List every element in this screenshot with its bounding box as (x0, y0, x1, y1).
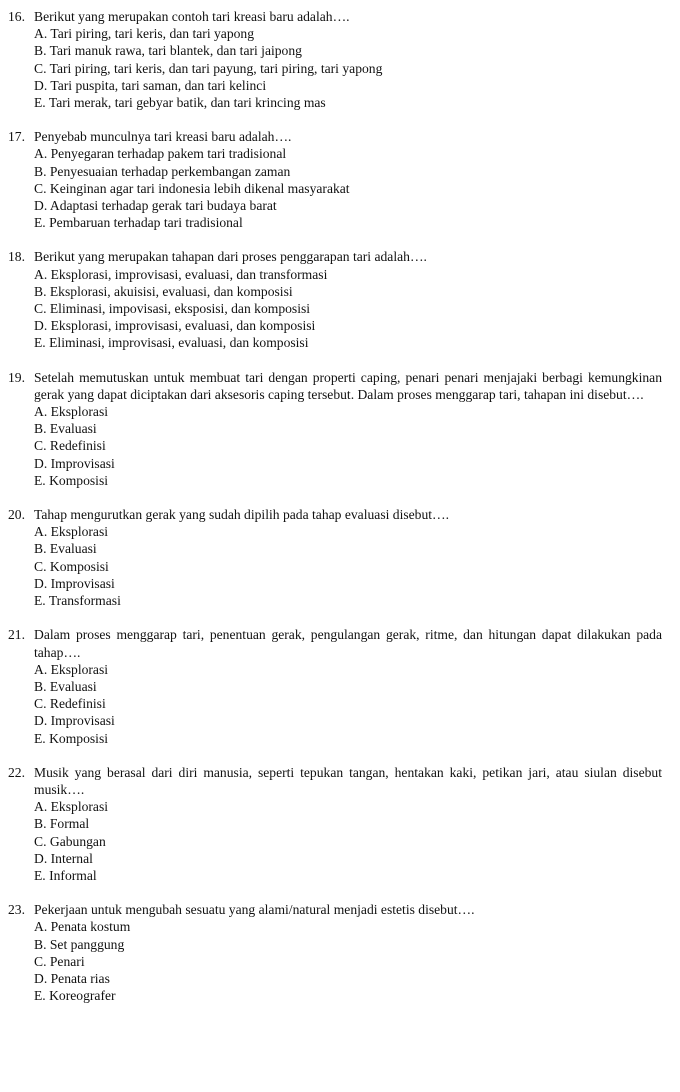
answer-option-d (34, 197, 662, 214)
option-letter: E. (34, 730, 46, 746)
option-letter: A. (34, 661, 48, 677)
option-letter: B. (34, 816, 47, 832)
option-text: Eksplorasi, improvisasi, evaluasi, dan komposisi (50, 318, 316, 334)
option-letter: E. (34, 867, 46, 883)
question-text: Setelah memutuskan untuk membuat tari dengan properti caping, penari penari menjajaki berbagi kemungkinan gerak yang dapat diciptakan dari aksesoris caping tersebut. Dalam proses menggarap tari, tahapan ini disebut…. (34, 369, 662, 402)
option-letter: B. (34, 163, 47, 179)
question-text: Pekerjaan untuk mengubah sesuatu yang alami/natural menjadi estetis disebut…. (34, 902, 475, 918)
option-letter: E. (34, 988, 46, 1004)
answer-options (34, 798, 662, 884)
option-text: Evaluasi (49, 541, 97, 557)
question-number: 23. (8, 902, 25, 918)
option-text: Evaluasi (49, 678, 97, 694)
answer-option-b (34, 163, 662, 180)
answer-option-a (34, 661, 662, 678)
question-19 (0, 369, 680, 489)
answer-option-d (34, 317, 662, 334)
question-number: 17. (8, 129, 25, 145)
answer-option-a (34, 798, 662, 815)
answer-option-b (34, 42, 662, 59)
option-letter: A. (34, 26, 48, 42)
option-text: Tari merak, tari gebyar batik, dan tari krincing mas (48, 95, 326, 111)
option-letter: C. (34, 60, 47, 76)
option-letter: B. (34, 678, 47, 694)
option-text: Gabungan (49, 833, 106, 849)
answer-option-e (34, 592, 662, 609)
answer-option-b (34, 420, 662, 437)
option-letter: E. (34, 335, 46, 351)
option-letter: C. (34, 438, 47, 454)
option-text: Tari piring, tari keris, dan tari payung, tari piring, tari yapong (49, 60, 383, 76)
question-text: Berikut yang merupakan tahapan dari proses penggarapan tari adalah…. (34, 249, 427, 265)
answer-option-c (34, 180, 662, 197)
option-text: Penyegaran terhadap pakem tari tradisional (50, 146, 287, 162)
option-text: Redefinisi (49, 696, 106, 712)
answer-option-c (34, 953, 662, 970)
option-letter: A. (34, 799, 48, 815)
option-text: Transformasi (48, 593, 121, 609)
option-text: Komposisi (49, 558, 109, 574)
answer-options (34, 266, 662, 352)
answer-option-a (34, 25, 662, 42)
answer-option-e (34, 867, 662, 884)
option-letter: D. (34, 713, 48, 729)
option-text: Evaluasi (49, 421, 97, 437)
option-text: Eksplorasi (50, 524, 109, 540)
option-letter: C. (34, 558, 47, 574)
option-letter: B. (34, 283, 47, 299)
option-text: Eksplorasi, akuisisi, evaluasi, dan komposisi (49, 283, 293, 299)
question-text: Berikut yang merupakan contoh tari kreasi baru adalah…. (34, 9, 350, 24)
answer-options (34, 145, 662, 231)
option-text: Eliminasi, impovisasi, eksposisi, dan komposisi (49, 301, 311, 317)
option-letter: E. (34, 593, 46, 609)
question-16 (0, 8, 680, 111)
option-text: Improvisasi (50, 713, 115, 729)
option-text: Informal (49, 867, 97, 883)
answer-option-e (34, 987, 662, 1004)
option-text: Formal (49, 816, 90, 832)
answer-option-a (34, 403, 662, 420)
option-text: Eksplorasi, improvisasi, evaluasi, dan transformasi (50, 266, 328, 282)
answer-option-b (34, 936, 662, 953)
answer-options (34, 25, 662, 111)
answer-options (34, 523, 662, 609)
answer-option-d (34, 850, 662, 867)
question-20 (0, 506, 680, 609)
answer-option-d (34, 712, 662, 729)
answer-option-c (34, 833, 662, 850)
option-text: Komposisi (49, 730, 109, 746)
option-letter: A. (34, 266, 48, 282)
question-text: Penyebab munculnya tari kreasi baru adalah…. (34, 129, 292, 145)
answer-option-b (34, 283, 662, 300)
option-text: Tari piring, tari keris, dan tari yapong (50, 26, 255, 42)
question-18 (0, 248, 680, 351)
option-letter: D. (34, 455, 48, 471)
question-text: Tahap mengurutkan gerak yang sudah dipilih pada tahap evaluasi disebut…. (34, 507, 450, 523)
answer-option-d (34, 77, 662, 94)
question-number: 18. (8, 249, 25, 265)
option-letter: C. (34, 953, 47, 969)
answer-option-b (34, 815, 662, 832)
question-number: 20. (8, 507, 25, 523)
option-letter: B. (34, 936, 47, 952)
option-text: Penyesuaian terhadap perkembangan zaman (49, 163, 291, 179)
option-text: Penata rias (50, 970, 110, 986)
option-letter: C. (34, 696, 47, 712)
option-text: Set panggung (49, 936, 125, 952)
answer-options (34, 403, 662, 489)
option-letter: D. (34, 77, 48, 93)
option-letter: A. (34, 524, 48, 540)
question-sheet (0, 8, 680, 1021)
question-number: 21. (8, 627, 25, 643)
answer-option-d (34, 575, 662, 592)
question-number: 16. (8, 9, 25, 24)
option-text: Eksplorasi (50, 799, 109, 815)
answer-option-e (34, 730, 662, 747)
option-letter: D. (34, 198, 48, 214)
option-letter: E. (34, 215, 46, 231)
answer-option-e (34, 334, 662, 351)
option-text: Eksplorasi (50, 661, 109, 677)
option-letter: C. (34, 833, 47, 849)
answer-option-b (34, 540, 662, 557)
answer-options (34, 661, 662, 747)
answer-option-c (34, 437, 662, 454)
answer-option-e (34, 214, 662, 231)
option-text: Eksplorasi (50, 404, 109, 420)
option-letter: B. (34, 421, 47, 437)
option-text: Tari manuk rawa, tari blantek, dan tari jaipong (49, 43, 302, 59)
option-letter: E. (34, 95, 46, 111)
question-17 (0, 128, 680, 231)
question-number: 19. (8, 369, 25, 385)
option-letter: A. (34, 404, 48, 420)
option-text: Improvisasi (50, 455, 115, 471)
option-text: Keinginan agar tari indonesia lebih dikenal masyarakat (49, 180, 350, 196)
answer-option-d (34, 970, 662, 987)
answer-option-a (34, 145, 662, 162)
option-letter: A. (34, 146, 48, 162)
option-text: Tari puspita, tari saman, dan tari kelinci (50, 77, 267, 93)
option-text: Komposisi (49, 472, 109, 488)
option-text: Improvisasi (50, 575, 115, 591)
option-letter: D. (34, 575, 48, 591)
question-text: Musik yang berasal dari diri manusia, seperti tepukan tangan, hentakan kaki, petikan jari, atau siulan disebut musik…. (34, 764, 662, 797)
answer-option-b (34, 678, 662, 695)
question-22 (0, 764, 680, 884)
option-letter: A. (34, 919, 48, 935)
question-21 (0, 626, 680, 746)
answer-option-c (34, 300, 662, 317)
answer-option-e (34, 472, 662, 489)
option-text: Pembaruan terhadap tari tradisional (49, 215, 243, 231)
option-letter: D. (34, 318, 48, 334)
option-text: Koreografer (49, 988, 116, 1004)
option-text: Redefinisi (49, 438, 106, 454)
option-text: Internal (50, 850, 93, 866)
option-text: Eliminasi, improvisasi, evaluasi, dan komposisi (49, 335, 309, 351)
option-letter: C. (34, 301, 47, 317)
option-text: Penari (49, 953, 85, 969)
answer-option-c (34, 695, 662, 712)
answer-options (34, 918, 662, 1004)
option-letter: B. (34, 43, 47, 59)
answer-option-a (34, 523, 662, 540)
answer-option-c (34, 558, 662, 575)
option-letter: D. (34, 970, 48, 986)
option-letter: C. (34, 180, 47, 196)
answer-option-e (34, 94, 662, 111)
question-number: 22. (8, 764, 25, 780)
question-text: Dalam proses menggarap tari, penentuan gerak, pengulangan gerak, ritme, dan hitungan dapat dilakukan pada tahap…. (34, 627, 662, 660)
option-letter: D. (34, 850, 48, 866)
option-letter: E. (34, 472, 46, 488)
option-letter: B. (34, 541, 47, 557)
answer-option-a (34, 266, 662, 283)
answer-option-a (34, 918, 662, 935)
option-text: Penata kostum (50, 919, 131, 935)
question-23 (0, 901, 680, 1004)
answer-option-c (34, 60, 662, 77)
option-text: Adaptasi terhadap gerak tari budaya barat (49, 198, 277, 214)
answer-option-d (34, 455, 662, 472)
